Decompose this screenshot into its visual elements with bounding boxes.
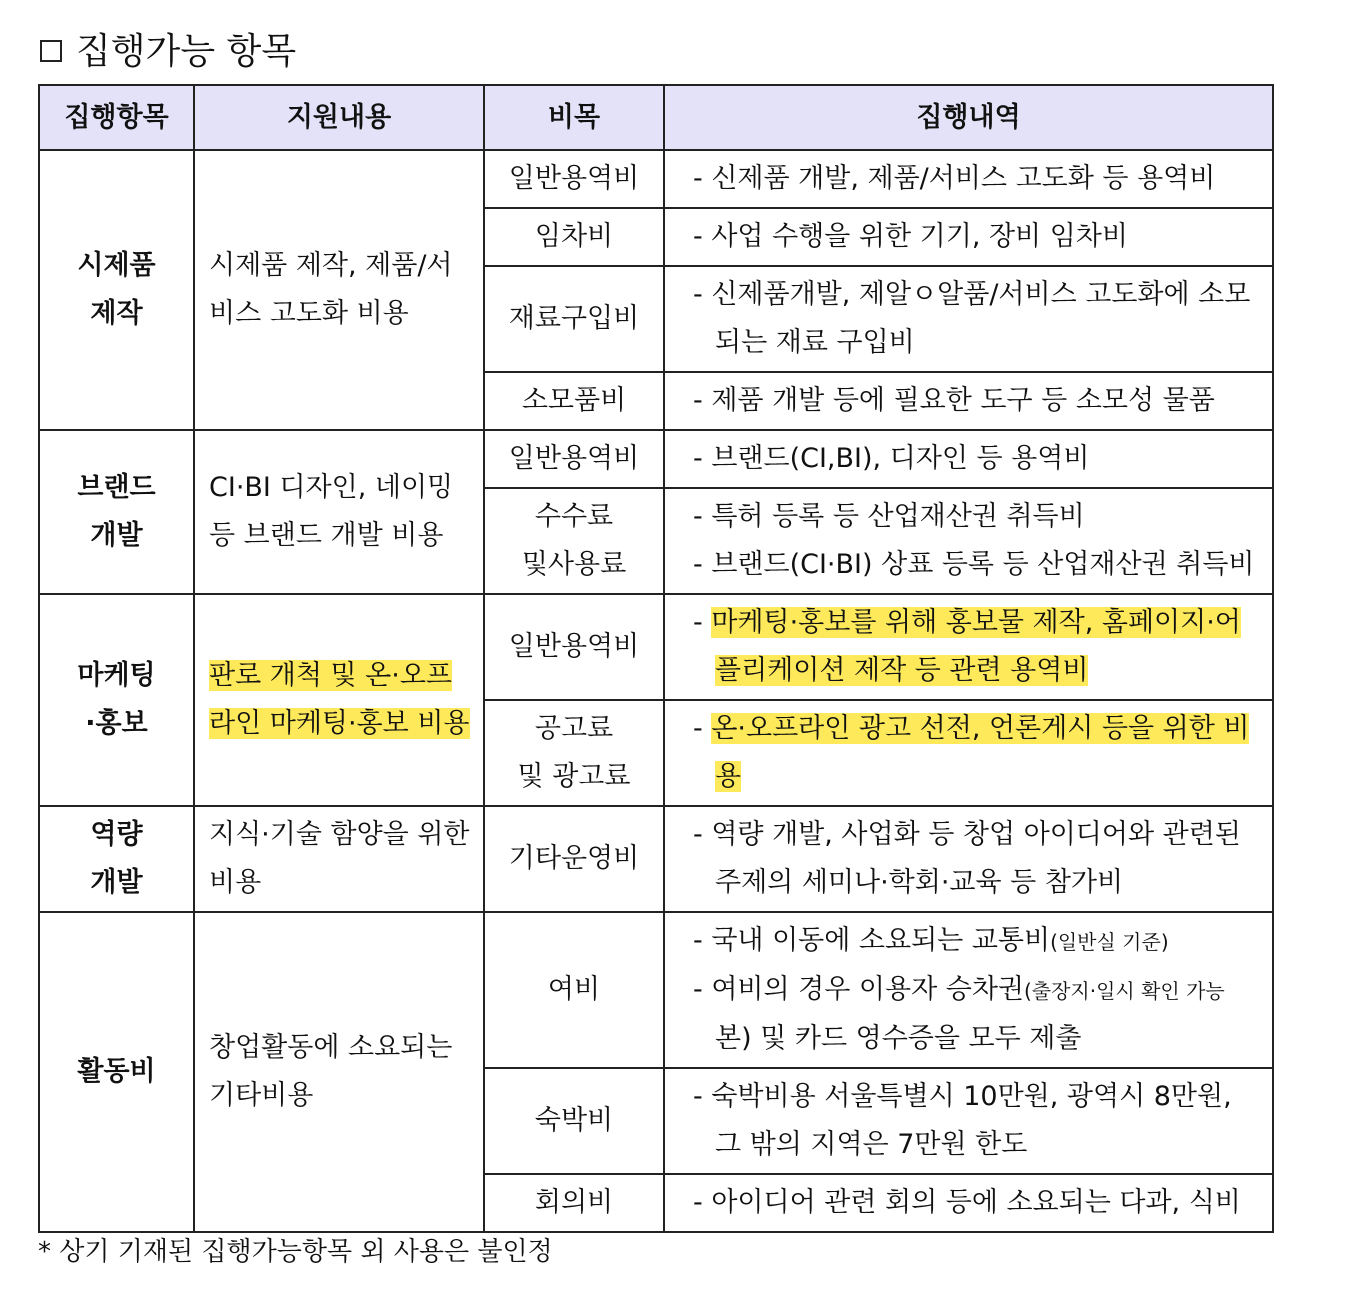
item-cell: 소모품비 — [484, 372, 664, 430]
item-cell: 기타운영비 — [484, 806, 664, 912]
support-cell: 지식·기술 함양을 위한 비용 — [194, 806, 484, 912]
item-cell: 숙박비 — [484, 1068, 664, 1174]
detail-cell: - 국내 이동에 소요되는 교통비(일반실 기준) - 여비의 경우 이용자 승차권(출장지·일시 확인 가능 본) 및 카드 영수증을 모두 제출 — [664, 912, 1273, 1068]
section-title-text: 집행가능 항목 — [76, 31, 297, 72]
item-cell: 회의비 — [484, 1174, 664, 1232]
item-cell: 일반용역비 — [484, 430, 664, 488]
detail-cell: - 신제품 개발, 제품/서비스 고도화 등 용역비 — [664, 150, 1273, 208]
item-cell: 재료구입비 — [484, 266, 664, 372]
detail-cell: - 마케팅·홍보를 위해 홍보물 제작, 홈페이지·어플리케이션 제작 등 관련 용역비 — [664, 594, 1273, 700]
support-cell: 창업활동에 소요되는 기타비용 — [194, 912, 484, 1232]
table-row — [39, 594, 1273, 700]
header-support: 지원내용 — [194, 85, 484, 150]
highlighted-text: 판로 개척 및 온·오프라인 마케팅·홍보 비용 — [209, 660, 470, 739]
category-cell: 역량 개발 — [39, 806, 194, 912]
header-item: 비목 — [484, 85, 664, 150]
table-header-row — [39, 85, 1273, 150]
header-detail: 집행내역 — [664, 85, 1273, 150]
support-cell: 시제품 제작, 제품/서비스 고도화 비용 — [194, 150, 484, 430]
support-cell: CI·BI 디자인, 네이밍 등 브랜드 개발 비용 — [194, 430, 484, 594]
item-cell: 일반용역비 — [484, 594, 664, 700]
detail-cell: - 사업 수행을 위한 기기, 장비 임차비 — [664, 208, 1273, 266]
category-cell: 시제품 제작 — [39, 150, 194, 430]
detail-cell: - 신제품개발, 제알ㅇ알품/서비스 고도화에 소모되는 재료 구입비 — [664, 266, 1273, 372]
item-cell: 여비 — [484, 912, 664, 1068]
detail-cell: - 브랜드(CI,BI), 디자인 등 용역비 — [664, 430, 1273, 488]
detail-cell: - 제품 개발 등에 필요한 도구 등 소모성 물품 — [664, 372, 1273, 430]
category-cell: 브랜드 개발 — [39, 430, 194, 594]
category-cell: 활동비 — [39, 912, 194, 1232]
support-cell — [194, 594, 484, 806]
highlighted-text: 온·오프라인 광고 선전, 언론게시 등을 위한 비용 — [711, 713, 1250, 792]
checkbox-square-icon — [40, 40, 62, 62]
table-row — [39, 430, 1273, 488]
header-category: 집행항목 — [39, 85, 194, 150]
table-row — [39, 150, 1273, 208]
highlighted-text: 마케팅·홍보를 위해 홍보물 제작, 홈페이지·어플리케이션 제작 등 관련 용역비 — [711, 607, 1241, 686]
item-cell: 수수료 및사용료 — [484, 488, 664, 594]
category-cell: 마케팅 ·홍보 — [39, 594, 194, 806]
item-cell: 공고료 및 광고료 — [484, 700, 664, 806]
section-title — [40, 28, 296, 76]
detail-cell: - 온·오프라인 광고 선전, 언론게시 등을 위한 비용 — [664, 700, 1273, 806]
detail-cell: - 특허 등록 등 산업재산권 취득비 - 브랜드(CI·BI) 상표 등록 등 산업재산권 취득비 — [664, 488, 1273, 594]
item-cell: 임차비 — [484, 208, 664, 266]
footnote: * 상기 기재된 집행가능항목 외 사용은 불인정 — [38, 1237, 553, 1267]
table-row — [39, 806, 1273, 912]
table-row — [39, 912, 1273, 1068]
detail-cell: - 아이디어 관련 회의 등에 소요되는 다과, 식비 — [664, 1174, 1273, 1232]
detail-cell: - 숙박비용 서울특별시 10만원, 광역시 8만원, 그 밖의 지역은 7만원 한도 — [664, 1068, 1273, 1174]
item-cell: 일반용역비 — [484, 150, 664, 208]
detail-cell: - 역량 개발, 사업화 등 창업 아이디어와 관련된 주제의 세미나·학회·교육 등 참가비 — [664, 806, 1273, 912]
expense-table — [38, 84, 1274, 1233]
